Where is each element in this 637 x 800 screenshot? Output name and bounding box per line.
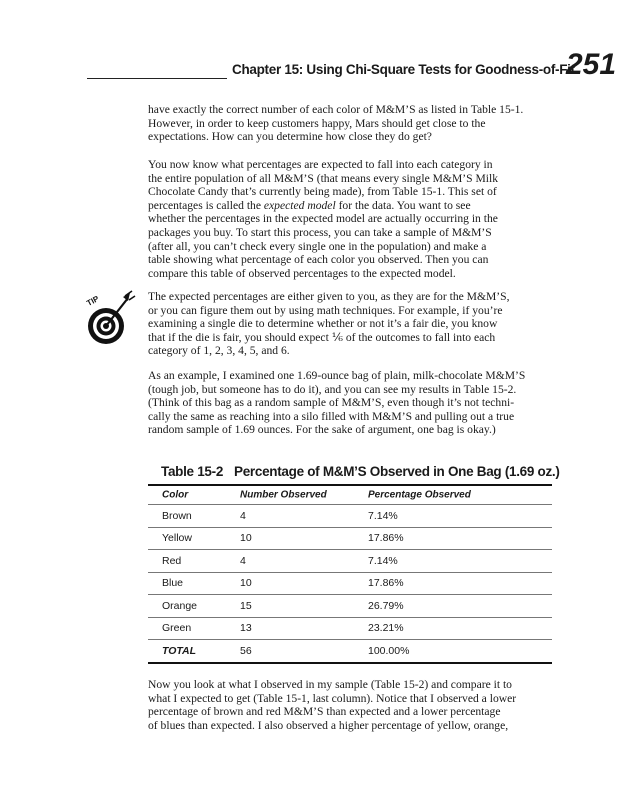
emphasis-expected-model: expected model xyxy=(263,198,336,212)
text-line: (Think of this bag as a random sample of M&M’S, even though it’s not techni- xyxy=(148,396,515,410)
cell-color: Red xyxy=(162,554,182,567)
cell-percentage: 17.86% xyxy=(368,577,404,590)
text-line: expectations. How can you determine how close they do get? xyxy=(148,130,432,144)
table-15-2 xyxy=(148,462,560,664)
cell-number: 10 xyxy=(240,532,252,545)
cell-color: Green xyxy=(162,622,192,635)
text-line: of blues than expected. I also observed a higher percentage of yellow, orange, xyxy=(148,718,509,732)
column-header-color: Color xyxy=(162,489,189,501)
tip-label: TIP xyxy=(85,294,101,308)
table-row xyxy=(148,528,552,551)
table-row xyxy=(148,550,552,573)
paragraph-1 xyxy=(148,103,566,144)
table-row xyxy=(148,618,552,641)
cell-total-percentage: 100.00% xyxy=(368,644,410,657)
text-line: percentage of brown and red M&M’S than expected and a lower percentage xyxy=(148,705,501,719)
column-header-percentage-observed: Percentage Observed xyxy=(368,489,471,501)
text-line: cally the same as reaching into a silo filled with M&M’S and pulling out a true xyxy=(148,409,515,423)
cell-percentage: 26.79% xyxy=(368,599,404,612)
cell-number: 13 xyxy=(240,622,252,635)
cell-color: Blue xyxy=(162,577,184,590)
text-fragment: percentages is called the xyxy=(148,198,264,212)
text-line: the entire population of all M&M’S (that means every single M&M’S Milk xyxy=(148,171,499,185)
text-fragment: for the data. You want to see xyxy=(335,198,471,212)
column-header-number-observed: Number Observed xyxy=(240,489,327,501)
text-line: compare this table of observed percentages to the expected model. xyxy=(148,266,456,280)
cell-total-number: 56 xyxy=(240,644,252,657)
text-line xyxy=(148,199,566,213)
page-number: 251 xyxy=(566,48,617,81)
text-line: table showing what percentage of each color you observed. Then you can xyxy=(148,253,489,267)
text-line: (after all, you can’t check every single one in the population) and make a xyxy=(148,239,487,253)
cell-percentage: 7.14% xyxy=(368,554,398,567)
text-line: Now you look at what I observed in my sample (Table 15-2) and compare it to xyxy=(148,678,512,691)
table-total-row xyxy=(148,640,552,664)
text-line: whether the percentages in the expected model are actually occurring in the xyxy=(148,212,498,226)
text-line: You now know what percentages are expected to fall into each category in xyxy=(148,158,493,171)
cell-percentage: 17.86% xyxy=(368,532,404,545)
cell-percentage: 23.21% xyxy=(368,622,404,635)
cell-color: Yellow xyxy=(162,532,192,545)
table-row xyxy=(148,595,552,618)
cell-number: 4 xyxy=(240,554,246,567)
header-rule xyxy=(87,78,227,79)
text-line: Chocolate Candy that’s currently being made), from Table 15-1. This set of xyxy=(148,185,497,199)
paragraph-4 xyxy=(148,369,566,437)
paragraph-2 xyxy=(148,158,566,280)
text-line: (tough job, but someone has to do it), and you can see my results in Table 15-2. xyxy=(148,382,517,396)
cell-percentage: 7.14% xyxy=(368,509,398,522)
text-line: packages you buy. To start this process, you can take a sample of M&M’S xyxy=(148,225,492,239)
text-line: have exactly the correct number of each color of M&M’S as listed in Table 15-1. xyxy=(148,103,524,116)
cell-number: 4 xyxy=(240,509,246,522)
text-line: As an example, I examined one 1.69-ounce bag of plain, milk-chocolate M&M’S xyxy=(148,369,526,382)
table-row xyxy=(148,573,552,596)
cell-color: Orange xyxy=(162,599,198,612)
cell-number: 10 xyxy=(240,577,252,590)
text-line: The expected percentages are either given to you, as they are for the M&M’S, xyxy=(148,290,510,303)
paragraph-3 xyxy=(148,290,566,358)
table-row xyxy=(148,505,552,528)
cell-number: 15 xyxy=(240,599,252,612)
table-title xyxy=(148,462,560,486)
chapter-title: Chapter 15: Using Chi-Square Tests for Goodness-of-Fit xyxy=(232,62,575,77)
cell-color: Brown xyxy=(162,509,192,522)
text-line: random sample of 1.69 ounces. For the sake of argument, one bag is okay.) xyxy=(148,423,496,437)
text-line: or you can figure them out by using math techniques. For example, if you’re xyxy=(148,303,503,317)
text-line: However, in order to keep customers happy, Mars should get close to the xyxy=(148,116,486,130)
text-line: what I expected to get (Table 15-1, last column). Notice that I observed a lower xyxy=(148,691,517,705)
cell-total-label: TOTAL xyxy=(162,644,197,657)
table-number: Table 15-2 xyxy=(161,464,224,479)
text-line: category of 1, 2, 3, 4, 5, and 6. xyxy=(148,344,290,358)
table-caption: Percentage of M&M’S Observed in One Bag (1.69 oz.) xyxy=(234,464,560,479)
tip-target-icon xyxy=(84,290,136,350)
text-line: examining a single die to determine whether or not it’s a fair die, you know xyxy=(148,317,498,331)
text-line: that if the die is fair, you should expect ⅙ of the outcomes to fall into each xyxy=(148,330,496,344)
paragraph-5 xyxy=(148,678,566,732)
table-header-row xyxy=(148,486,552,505)
